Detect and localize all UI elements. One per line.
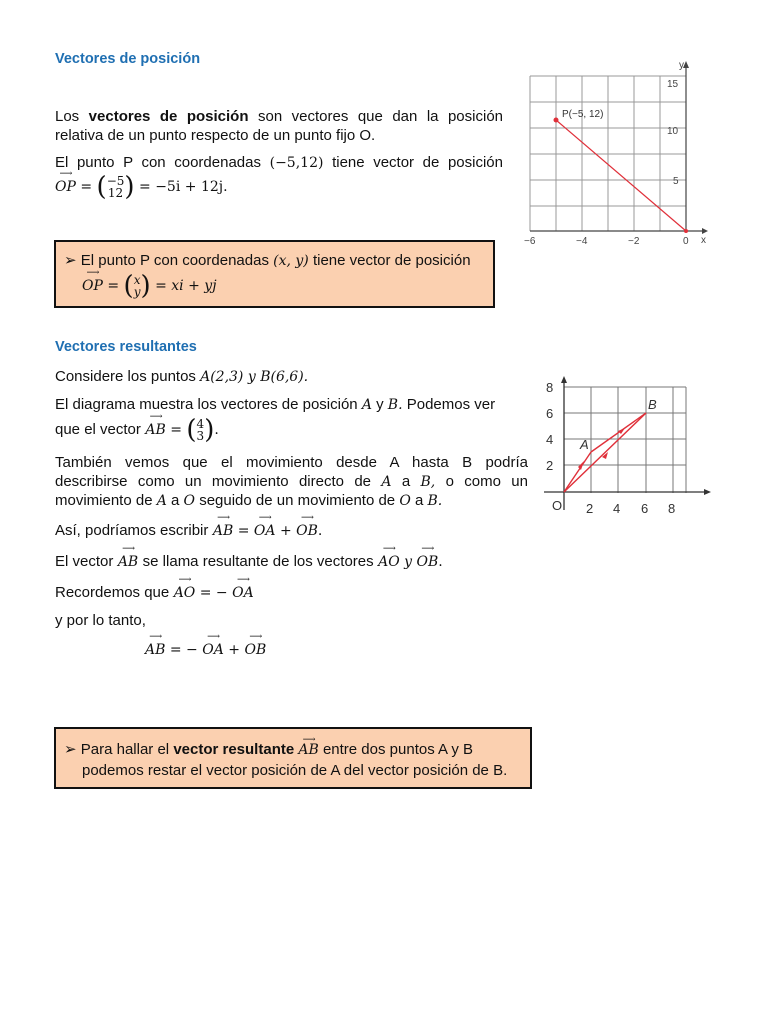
s2-p3-line3: movimiento de A a O seguido de un movimiento de O a B. (55, 492, 443, 509)
graph-resultant-vectors (536, 375, 716, 520)
label-origin: O (552, 498, 563, 513)
x-tick: 4 (613, 501, 621, 516)
bullet-icon: ➢ (64, 252, 77, 269)
s2-equation: ⟶ AB = − ⟶ OA + ⟶ OB (145, 641, 266, 659)
x-tick: −4 (576, 236, 588, 247)
vector-ob (564, 413, 646, 492)
heading-vectores-posicion: Vectores de posición (55, 51, 201, 67)
expr: = −5i + 12j. (139, 179, 228, 196)
para1-line1 (55, 107, 503, 126)
s2-asi: Así, podríamos escribir ⟶ AB = ⟶ OA + ⟶ OB. (55, 521, 322, 540)
text: El punto P con coordenadas (55, 154, 261, 171)
info-box-posicion (54, 240, 495, 308)
box2-line1: ➢ Para hallar el vector resultante ⟶ AB entre dos puntos A y B (64, 740, 473, 760)
y-tick: 6 (546, 406, 554, 421)
x-tick: 2 (586, 501, 594, 516)
op-expression: ⟶ OP = ( −5 12 ) = −5i + 12j. (55, 172, 228, 202)
x-tick: 0 (683, 236, 689, 247)
heading-vectores-resultantes: Vectores resultantes (55, 339, 197, 355)
x-tick: 6 (641, 501, 649, 516)
s2-p3-line2: describirse como un movimiento directo de A a B, o como un (55, 473, 528, 490)
y-tick: 10 (667, 126, 679, 137)
info-box-resultante (54, 727, 532, 789)
graph-position-vector (520, 56, 720, 250)
x-tick: −2 (628, 236, 640, 247)
label-a: A (580, 437, 589, 452)
column-vector: −5 12 (106, 174, 125, 200)
x-axis-label: x (701, 235, 706, 246)
y-axis-label: y (679, 60, 684, 71)
s2-p3-line1: También vemos que el movimiento desde A hasta B podría (55, 454, 528, 471)
x-tick: −6 (524, 236, 536, 247)
y-tick: 2 (546, 458, 554, 473)
point-p (554, 118, 559, 123)
arrow-ab (618, 428, 625, 434)
box1-line2: ⟶ OP = ( x y ) = xi + yj (82, 271, 217, 301)
coords: (−5,12) (269, 155, 324, 171)
y-tick: 8 (546, 380, 554, 395)
label-b: B (648, 397, 657, 412)
s2-line2: El diagrama muestra los vectores de posición A y B. Podemos ver (55, 396, 496, 413)
text: tiene vector de posición (332, 154, 503, 171)
text: son vectores que dan la posición (248, 108, 504, 125)
box2-line2: podemos restar el vector posición de A del vector posición de B. (82, 762, 508, 779)
y-tick: 4 (546, 432, 554, 447)
bullet-icon: ➢ (64, 741, 77, 758)
para1-line2: relativa de un punto respecto de un punto fijo O. (55, 127, 376, 144)
s2-line3: que el vector ⟶ AB = ( 4 3 ). (55, 415, 219, 445)
x-tick: 8 (668, 501, 676, 516)
para2-line1 (55, 153, 503, 173)
s2-recordemos: Recordemos que ⟶ AO = − ⟶ OA (55, 583, 254, 602)
s2-el-vector: El vector ⟶ AB se llama resultante de los vectores ⟶ AO y ⟶ OB. (55, 552, 443, 571)
bold-term: vectores de posición (88, 108, 249, 125)
s2-por-tanto: y por lo tanto, (55, 612, 146, 629)
y-tick: 15 (667, 79, 679, 90)
y-tick: 5 (673, 176, 679, 187)
s2-line1: Considere los puntos A(2,3) y B(6,6). (55, 368, 309, 385)
op-vector: ⟶ OP (55, 179, 76, 195)
vector-oa (564, 452, 591, 492)
box1-line1: ➢ El punto P con coordenadas (x, y) tiene vector de posición (64, 252, 471, 269)
point-p-label: P(−5, 12) (562, 109, 604, 120)
text: Los (55, 108, 89, 125)
